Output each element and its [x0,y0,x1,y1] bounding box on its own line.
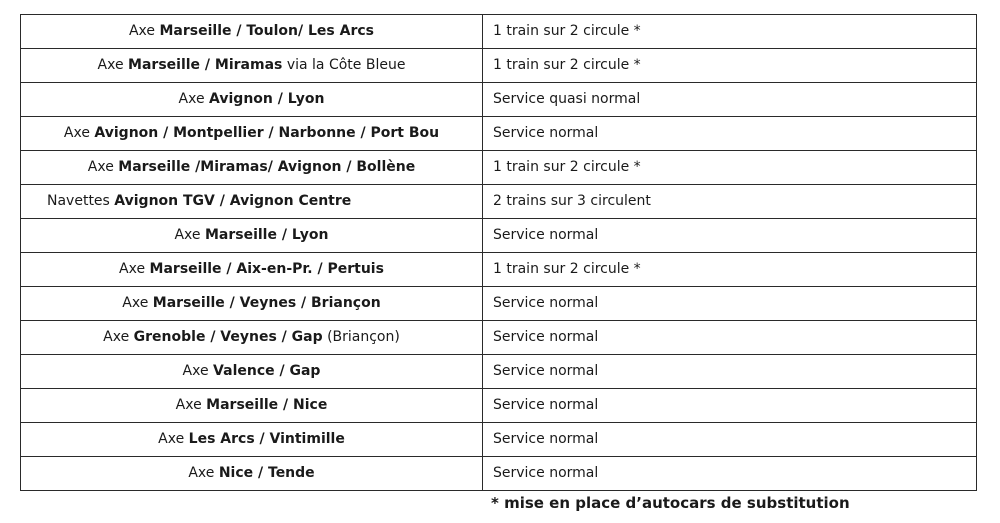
route-cell [21,151,483,185]
route-cell [21,219,483,253]
route-cell [21,83,483,117]
route-text-segment: Marseille /Miramas/ Avignon / Bollène [118,159,416,175]
route-cell [21,287,483,321]
status-cell: Service normal [483,389,977,423]
table-row [21,457,977,491]
table-row [21,219,977,253]
status-cell: 1 train sur 2 circule * [483,49,977,83]
status-cell: 1 train sur 2 circule * [483,151,977,185]
route-cell [21,321,483,355]
table-row [21,253,977,287]
status-cell: Service quasi normal [483,83,977,117]
route-text-segment: via la Côte Bleue [282,57,406,73]
route-text-segment: Axe [63,125,95,141]
route-text-segment: Marseille / Lyon [204,227,329,243]
route-cell [21,117,483,151]
table-row [21,15,977,49]
status-cell: Service normal [483,287,977,321]
table-row [21,321,977,355]
table-row [21,83,977,117]
route-text-segment: Navettes [47,193,115,209]
route-text-segment: Grenoble / Veynes / Gap [133,329,323,345]
route-text-segment: Axe [174,227,205,243]
table-row [21,185,977,219]
route-text-segment: Axe [182,363,214,379]
route-text-segment: Axe [175,397,207,413]
status-cell: Service normal [483,219,977,253]
route-text-segment: Axe [158,431,189,447]
table-row [21,355,977,389]
route-text-segment: Axe [122,295,153,311]
table-body [21,15,977,491]
route-cell [21,253,483,287]
status-cell: 2 trains sur 3 circulent [483,185,977,219]
service-status-table [20,14,977,491]
route-text-segment: Avignon / Montpellier / Narbonne / Port Bou [94,125,440,141]
status-cell: Service normal [483,355,977,389]
route-cell [21,457,483,491]
table-row [21,423,977,457]
route-text-segment: Marseille / Aix-en-Pr. / Pertuis [149,261,384,277]
route-text-segment: Axe [103,329,134,345]
route-text-segment: Axe [87,159,119,175]
route-cell [21,355,483,389]
status-cell: Service normal [483,457,977,491]
route-cell [21,185,483,219]
route-text-segment: Axe [119,261,150,277]
footnote: * mise en place d’autocars de substitution [491,494,850,512]
route-text-segment: Axe [97,57,129,73]
status-cell: 1 train sur 2 circule * [483,15,977,49]
status-cell: Service normal [483,423,977,457]
table-row [21,287,977,321]
table-row [21,117,977,151]
route-text-segment: Valence / Gap [213,363,321,379]
route-text-segment: Axe [188,465,219,481]
status-cell: Service normal [483,321,977,355]
route-text-segment: Axe [128,23,160,39]
status-cell: Service normal [483,117,977,151]
route-text-segment: Axe [178,91,210,107]
route-text-segment: Marseille / Veynes / Briançon [152,295,381,311]
route-text-segment: Nice / Tende [218,465,315,481]
table-row [21,389,977,423]
route-text-segment: Avignon TGV / Avignon Centre [114,193,352,209]
route-cell [21,423,483,457]
status-cell: 1 train sur 2 circule * [483,253,977,287]
route-cell [21,49,483,83]
route-text-segment: (Briançon) [322,329,400,345]
route-cell [21,389,483,423]
route-text-segment: Avignon / Lyon [209,91,325,107]
route-text-segment: Les Arcs / Vintimille [188,431,345,447]
route-text-segment: Marseille / Miramas [128,57,283,73]
table-row [21,151,977,185]
table-row [21,49,977,83]
route-text-segment: Marseille / Toulon/ Les Arcs [159,23,374,39]
route-cell [21,15,483,49]
route-text-segment: Marseille / Nice [206,397,328,413]
